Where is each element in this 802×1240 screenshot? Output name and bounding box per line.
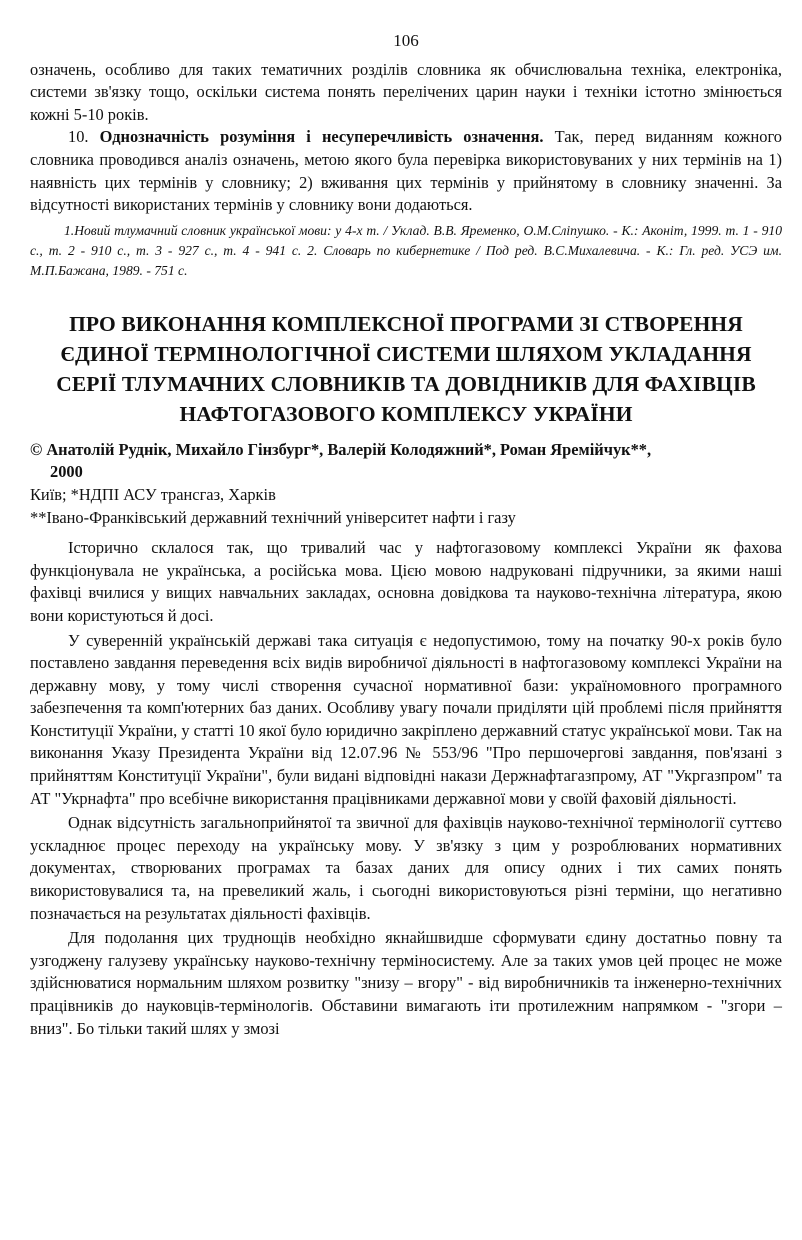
authors-block [30,439,782,484]
article-title [30,309,782,429]
title-line-2: ЄДИНОЇ ТЕРМІНОЛОГІЧНОЇ СИСТЕМИ ШЛЯХОМ УКЛАДАННЯ [60,341,752,366]
body-paragraph-2: У суверенній українській державі така ситуація є недопустимою, тому на початку 90-х років було поставлено завдання переведення всіх видів виробничої діяльності в нафтогазовому комплексі України на державну мову, у тому числі створення сучасної нормативної бази: україномовного програмного забезпечення та комп'ютерних баз даних. Особливу увагу почали приділяти цій проблемі після прийняття Конституції України, у статті 10 якої було юридично закріплено державний статус української мови. Так на виконання Указу Президента України від 12.07.96 № 553/96 "Про першочергові завдання, пов'язані з прийняттям Конституції України", були видані відповідні накази Держнафтагазпрому, АТ "Укргазпром" та АТ "Укрнафта" про всебічне використання працівниками державної мови у своїй фаховій діяльності. [30,630,782,808]
intro-paragraph: означень, особливо для таких тематичних розділів словника як обчислювальна техніка, електроніка, системи зв'язку тощо, оскільки система понять перелічених царин науки і техніки істотно змінюється кожні 5-10 років. [30,59,782,124]
item-10-text: Так, перед виданням кожного словника проводився аналіз означень, метою якого була перевірка використовуваних у них термінів на 1) наявність цих термінів у словнику; 2) вживання цих термінів у прийнятому в словнику значенні. За відсутності використаних термінів у словнику вони додаються. [30,127,782,215]
references: 1.Новий тлумачний словник української мови: у 4-х т. / Уклад. В.В. Яременко, О.М.Сліпушко. - К.: Аконіт, 1999. т. 1 - 910 с., т. 2 - 910 с., т. 3 - 927 с., т. 4 - 941 с. 2. Словарь по кибернетике / Под ред. В.С.Михалевича. - К.: Гл. ред. УСЭ им. М.П.Бажана, 1989. - 751 с. [30,222,782,278]
item-10-number: 10. [68,127,89,147]
page-number: 106 [393,31,419,50]
title-line-1: ПРО ВИКОНАННЯ КОМПЛЕКСНОЇ ПРОГРАМИ ЗІ СТВОРЕННЯ [69,311,743,336]
affiliation-1: Київ; *НДПІ АСУ трансгаз, Харків [30,484,276,504]
item-10-heading: Однозначність розуміння і несуперечливість означення. [99,127,544,147]
publication-year: 2000 [50,462,83,482]
title-line-4: НАФТОГАЗОВОГО КОМПЛЕКСУ УКРАЇНИ [179,401,633,426]
article-body [30,537,782,1040]
body-paragraph-4: Для подолання цих труднощів необхідно якнайшвидше сформувати єдину достатньо повну та узгоджену галузеву українську науково-технічну терміносистему. Але за таких умов цей процес не може здійснюватися нормальним шляхом розвитку "знизу – вгору" - від виробничників та інженерно-технічних працівників до науковців-термінологів. Обставини вимагають іти протилежним напрямком - "згори – вниз". Бо тільки такий шлях у змозі [30,928,782,1038]
body-paragraph-3: Однак відсутність загальноприйнятої та звичної для фахівців науково-технічної термінології суттєво ускладнює процес переходу на українську мову. У зв'язку з цим у розроблюваних нормативних документах, створюваних програмах та базах даних для опису одних і тих самих понять використовувалися та, на превеликий жаль, і сьогодні використовуються різні терміни, що негативно позначається на результатах діяльності фахівців. [30,813,782,923]
body-paragraph-1: Історично склалося так, що тривалий час у нафтогазовому комплексі України як фахова функціонувала не українська, а російська мова. Цією мовою надруковані підручники, за якими наші фахівці вчилися у вищих навчальних закладах, основна довідкова та науково-технічна література, якою вони користуються й досі. [30,538,782,625]
affiliation-2: **Івано-Франківський державний технічний університет нафти і газу [30,507,516,527]
authors: © Анатолій Руднік, Михайло Гінзбург*, Валерій Колодяжний*, Роман Яремійчук**, [30,439,652,459]
document-page [30,30,782,1042]
item-10-paragraph [30,126,782,216]
title-line-3: СЕРІЇ ТЛУМАЧНИХ СЛОВНИКІВ ТА ДОВІДНИКІВ ДЛЯ ФАХІВЦІВ [56,371,756,396]
